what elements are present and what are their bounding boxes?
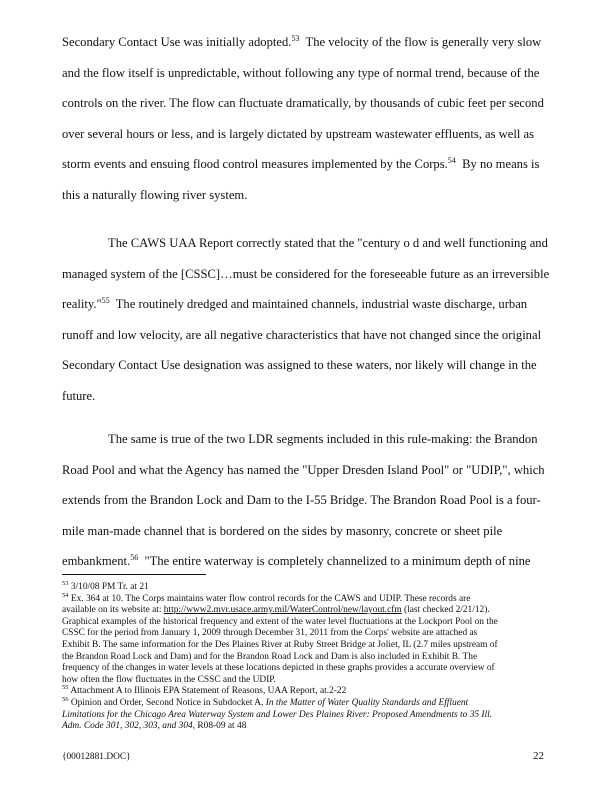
footnote-text: Ex. 364 at 10. The Corps maintains water flow control records for the CAWS and UDIP. These records are: [70, 593, 471, 604]
footnote-text: Attachment A to Illinois EPA Statement of Reasons, UAA Report, at.2-22: [70, 686, 347, 697]
footnote-text: , R08-09 at 48: [192, 721, 247, 732]
text-line: [62, 228, 552, 259]
case-title: Adm. Code 301, 302, 303, and 304: [62, 721, 193, 732]
text-line: [62, 516, 552, 547]
footnote-54-line: CSSC for the period from January 1, 2009 through December 31, 2011 from the Corps' website are attached as: [62, 628, 478, 639]
text-line: [62, 546, 552, 577]
line-text: runoff and low velocity, are all negative characteristics that have not changed since the original: [62, 327, 542, 342]
text-line: [62, 180, 552, 211]
footnote-56-line: [62, 710, 552, 722]
footnote-54-line: Graphical examples of the historical frequency and extent of the water level fluctuations at the Lockport Pool on the: [62, 616, 498, 627]
text-line: [62, 149, 552, 180]
paragraph-2: [62, 228, 552, 412]
line-text: The routinely dredged and maintained channels, industrial waste discharge, urban: [109, 297, 528, 312]
text-line: [62, 485, 552, 516]
line-text: By no means is: [455, 157, 540, 172]
line-text: extends from the Brandon Lock and Dam to the I-55 Bridge. The Brandon Road Pool is a four-: [62, 493, 541, 508]
line-text: The same is true of the two LDR segments included in this rule-making: the Brandon: [108, 432, 538, 446]
line-text: reality.": [62, 297, 102, 312]
footnote-54-line: how often the flow fluctuates in the CSSC and the UDIP.: [62, 674, 276, 685]
paragraph-1: [62, 27, 552, 211]
footnotes: [62, 579, 552, 733]
footnote-text: Opinion and Order, Second Notice in Subdocket A,: [70, 697, 266, 708]
footnote-text: available on its website at:: [62, 605, 164, 616]
footnote-54-line: [62, 605, 552, 617]
text-line: [62, 289, 552, 320]
footnote-number: 54: [62, 591, 69, 599]
line-text: controls on the river. The flow can fluctuate dramatically, by thousands of cubic feet per second: [62, 96, 544, 111]
line-text: Secondary Contact Use was initially adopted.: [62, 35, 292, 49]
text-line: [62, 381, 552, 412]
footnote-text: (last checked 2/21/12).: [401, 605, 490, 616]
line-text: Road Pool and what the Agency has named the "Upper Dresden Island Pool" or "UDIP,", which: [62, 462, 545, 477]
footnote-54: [62, 591, 552, 606]
line-text: future.: [62, 388, 96, 403]
text-line: [62, 119, 552, 150]
footnote-53: [62, 579, 552, 594]
line-text: this a naturally flowing river system.: [62, 187, 248, 202]
footnote-separator: [62, 574, 206, 575]
footnote-text: 3/10/08 PM Tr. at 21: [70, 582, 149, 592]
line-text: and the flow itself is unpredictable, without following any type of normal trend, because of the: [62, 65, 540, 80]
text-line: [62, 320, 552, 351]
footnote-reference: 53: [291, 33, 300, 43]
text-line: [62, 58, 552, 89]
text-line: [62, 259, 552, 290]
corps-website-link[interactable]: http://www2.mvr.usace.army.mil/WaterControl/new/layout.cfm: [163, 605, 402, 616]
footnote-reference: 54: [447, 156, 456, 166]
line-text: managed system of the [CSSC]…must be considered for the foreseeable future as an irreversible: [62, 266, 550, 281]
page-number: 22: [533, 750, 544, 762]
footnote-54-line: frequency of the changes in water levels at these locations depicted in these graphs provides a accurate overview of: [62, 663, 495, 674]
footnote-number: 55: [62, 684, 69, 692]
footnote-56-line: [62, 721, 552, 733]
footnote-56: [62, 695, 552, 710]
footnote-number: 53: [62, 579, 69, 587]
line-text: over several hours or less, and is largely dictated by upstream wastewater effluents, as well as: [62, 126, 535, 141]
line-text: mile man-made channel that is bordered on the sides by masonry, concrete or sheet pile: [62, 523, 503, 538]
paragraph-3: [62, 424, 552, 577]
footnote-number: 56: [62, 695, 69, 703]
footnote-55: [62, 686, 552, 698]
text-line: [62, 455, 552, 486]
line-text: The CAWS UAA Report correctly stated that the "century o d and well functioning and: [108, 236, 548, 250]
text-line: [62, 350, 552, 381]
line-text: The velocity of the flow is generally very slow: [299, 35, 542, 49]
text-line: [62, 88, 552, 119]
case-title: In the Matter of Water Quality Standards and Effluent: [265, 697, 469, 708]
text-line: [62, 27, 552, 58]
document-id: {00012881.DOC}: [62, 752, 131, 762]
line-text: "The entire waterway is completely channelized to a minimum depth of nine: [138, 554, 531, 569]
text-line: [62, 424, 552, 455]
line-text: storm events and ensuing flood control measures implemented by the Corps.: [62, 157, 448, 172]
footnote-54-line: Exhibit B. The same information for the Des Plaines River at Ruby Street Bridge at Joliet, IL (2.7 miles upstream of: [62, 639, 498, 650]
line-text: embankment.: [62, 554, 131, 569]
footnote-reference: 55: [101, 296, 110, 305]
line-text: Secondary Contact Use designation was assigned to these waters, nor likely will change in the: [62, 358, 537, 373]
case-title: Limitations for the Chicago Area Waterway System and Lower Des Plaines River: Proposed Amendments to 35 Ill.: [62, 709, 493, 720]
footnote-54-line: the Brandon Road Lock and Dam) and for the Brandon Road Lock and Dam is also included in Exhibit B. The: [62, 651, 478, 662]
footnote-reference: 56: [130, 553, 139, 563]
